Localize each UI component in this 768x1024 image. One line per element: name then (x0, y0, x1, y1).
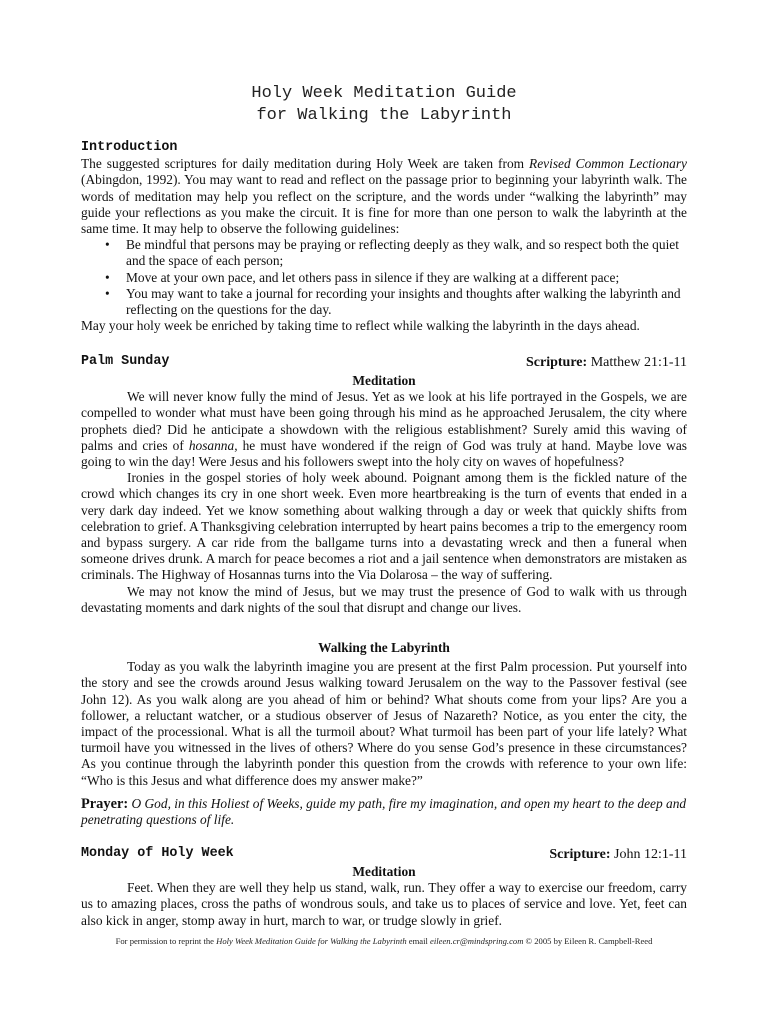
meditation-text-a: We will never know fully the mind of Jesus. Yet as we look at his life portrayed in the Gospels, we are compelled to wonder what must have been going through his mind as he approached Jerusalem, the city where prophets died? Did he anticipate a showdown with the religious establishment? Surely amid this waving of palms and cries of (81, 389, 687, 453)
introduction-section (81, 140, 687, 334)
guidelines-list (81, 237, 687, 318)
bullet-icon: • (105, 269, 110, 285)
prayer-section (81, 796, 687, 828)
list-item-text: You may want to take a journal for recording your insights and thoughts after walking the labyrinth and reflecting on the questions for the day. (126, 285, 681, 318)
palm-sunday-section (81, 373, 687, 616)
scripture-reference: Matthew 21:1-11 (587, 355, 687, 370)
introduction-heading: Introduction (81, 140, 178, 155)
bullet-icon: • (105, 237, 110, 253)
monday-heading: Monday of Holy Week (81, 846, 234, 861)
introduction-paragraph (81, 156, 687, 237)
page-footer (0, 936, 768, 947)
page-title-line2: for Walking the Labyrinth (256, 106, 512, 125)
scripture-label: Scripture: (526, 355, 588, 370)
walking-labyrinth-section (81, 640, 687, 789)
scripture-label: Scripture: (549, 847, 611, 862)
list-item-text: Be mindful that persons may be praying or reflecting deeply as they walk, and so respect both the quiet and the space of each person; (126, 237, 679, 269)
footer-copyright: © 2005 by Eileen R. Campbell-Reed (523, 936, 653, 946)
intro-text-a: The suggested scriptures for daily meditation during Holy Week are taken from (81, 156, 530, 172)
meditation-paragraph: We may not know the mind of Jesus, but we may trust the presence of God to walk with us through devastating moments and dark nights of the soul that disrupt and change our lives. (81, 583, 687, 615)
prayer-paragraph (81, 796, 687, 828)
footer-email: eileen.cr@mindspring.com (430, 936, 524, 946)
bullet-icon: • (105, 285, 110, 301)
intro-text-b: (Abingdon, 1992). You may want to read and reflect on the passage prior to beginning your labyrinth walk. The words of meditation may help you reflect on the scripture, and the words under “walking the labyrinth” may guide your reflections as you make the circuit. It is fine for more than one person to walk the labyrinth at the same time. It may help to observe the following guidelines: (81, 172, 687, 237)
walking-labyrinth-text: Today as you walk the labyrinth imagine you are present at the first Palm procession. Put yourself into the story and see the crowds around Jesus walking toward Jerusalem on the way to the Passover festival (see John 12). As you walk along are you ahead of him or behind? What shouts come from your lips? Are you a follower, a reluctant watcher, or a studious observer of Jesus of Nazareth? Notice, as you enter the city, the impact of the processional. What is all the turmoil about? What turmoil has been part of your life lately? What turmoil have you witnessed in the lives of others? Where do you sense God’s presence in these circumstances? As you continue through the labyrinth ponder this question from the crowds with reference to your own life: “Who is this Jesus and what difference does my answer make?” (81, 659, 687, 788)
introduction-closing: May your holy week be enriched by taking time to reflect while walking the labyrinth in the days ahead. (81, 318, 640, 334)
walking-labyrinth-heading: Walking the Labyrinth (318, 640, 450, 655)
meditation-paragraph: Feet. When they are well they help us stand, walk, run. They offer a way to exercise our freedom, carry us to amazing places, cross the paths of wondrous souls, and take us to places of service and love. Yet, feet can also kick in anger, stomp away in hurt, march to war, or trudge slowly in grief. (81, 880, 687, 928)
meditation-text-b: , he must have wondered if the reign of God was truly at hand. Maybe love was going to win the day! Were Jesus and his followers swept into the holy city on waves of hopefulness? (81, 437, 687, 470)
prayer-label: Prayer: (81, 796, 129, 812)
monday-scripture (549, 846, 687, 863)
scripture-reference: John 12:1-11 (610, 847, 687, 862)
palm-sunday-scripture (526, 354, 687, 371)
meditation-paragraph (81, 389, 687, 470)
palm-sunday-heading: Palm Sunday (81, 354, 170, 369)
list-item (81, 237, 687, 269)
palm-sunday-header (81, 354, 687, 372)
list-item-text: Move at your own pace, and let others pass in silence if they are walking at a different pace; (126, 269, 620, 285)
prayer-text: O God, in this Holiest of Weeks, guide my path, fire my imagination, and open my heart to the deep and penetrating questions of life. (81, 796, 687, 828)
meditation-heading: Meditation (352, 864, 416, 879)
page-title-line1: Holy Week Meditation Guide (251, 84, 517, 103)
list-item (81, 270, 687, 286)
intro-lectionary-title: Revised Common Lectionary (529, 156, 687, 172)
footer-email-label: email (406, 936, 431, 946)
meditation-paragraph: Ironies in the gospel stories of holy week abound. Poignant among them is the fickled nature of the crowd which changes its cry in one short week. Even more heartbreaking is the turn of events that ended in a very dark day indeed. Yet we know something about walking through a day or week that quickly shifts from celebration to grief. A Thanksgiving celebration interrupted by heart pains becomes a trip to the emergency room and bypass surgery. A car ride from the ballgame turns into a devastating wreck and then a funeral when someone drives drunk. A march for peace becomes a riot and a jail sentence when demonstrators are mistaken as criminals. The Highway of Hosannas turns into the Via Dolarosa – the way of suffering. (81, 470, 687, 583)
monday-header (81, 846, 687, 864)
footer-doc-title: Holy Week Meditation Guide for Walking the Labyrinth (216, 936, 407, 946)
list-item (81, 286, 687, 318)
meditation-heading: Meditation (352, 373, 416, 388)
hosanna-word: hosanna (188, 437, 235, 453)
monday-section (81, 864, 687, 929)
footer-prefix: For permission to reprint the (115, 936, 217, 946)
